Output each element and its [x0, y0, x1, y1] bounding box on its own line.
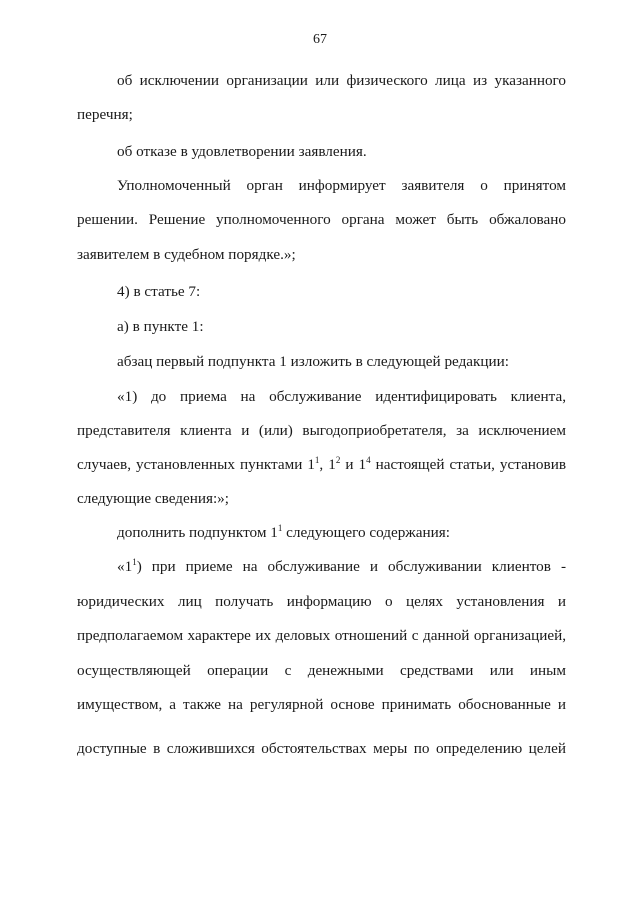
text-line: представителя клиента и (или) выгодоприобретателя, за исключением [77, 422, 566, 439]
page-number: 67 [313, 32, 327, 47]
text-line: юридических лиц получать информацию о целях установления и [77, 593, 566, 610]
text-line: а) в пункте 1: [117, 318, 204, 335]
text-line: предполагаемом характере их деловых отношений с данной организацией, [77, 627, 566, 644]
text-line: осуществляющей операции с денежными средствами или иным [77, 662, 566, 679]
text-line: 4) в статье 7: [117, 283, 201, 300]
text-line: следующие сведения:»; [77, 490, 229, 507]
text-line: решении. Решение уполномоченного органа может быть обжаловано [77, 211, 566, 228]
text-line: об отказе в удовлетворении заявления. [117, 143, 367, 160]
text-line: Уполномоченный орган информирует заявителя о принятом [117, 177, 566, 194]
text-line: об исключении организации или физического лица из указанного [117, 72, 566, 89]
text-line: доступные в сложившихся обстоятельствах меры по определению целей [77, 740, 566, 757]
text-line: «$1^1$) при приеме на обслуживание и обслуживании клиентов - [117, 557, 566, 575]
text-line: абзац первый подпункта 1 изложить в следующей редакции: [117, 353, 510, 370]
text-line: дополнить подпунктом $1^1$ следующего содержания: [117, 523, 450, 541]
text-line: перечня; [77, 106, 133, 123]
text-line: имуществом, а также на регулярной основе принимать обоснованные и [77, 696, 566, 713]
text-line: случаев, установленных пунктами $1^1$, $1^2$ и $1^4$ настоящей статьи, установив [77, 455, 566, 473]
text-line: заявителем в судебном порядке.»; [77, 246, 296, 263]
text-line: «1) до приема на обслуживание идентифицировать клиента, [117, 388, 566, 405]
